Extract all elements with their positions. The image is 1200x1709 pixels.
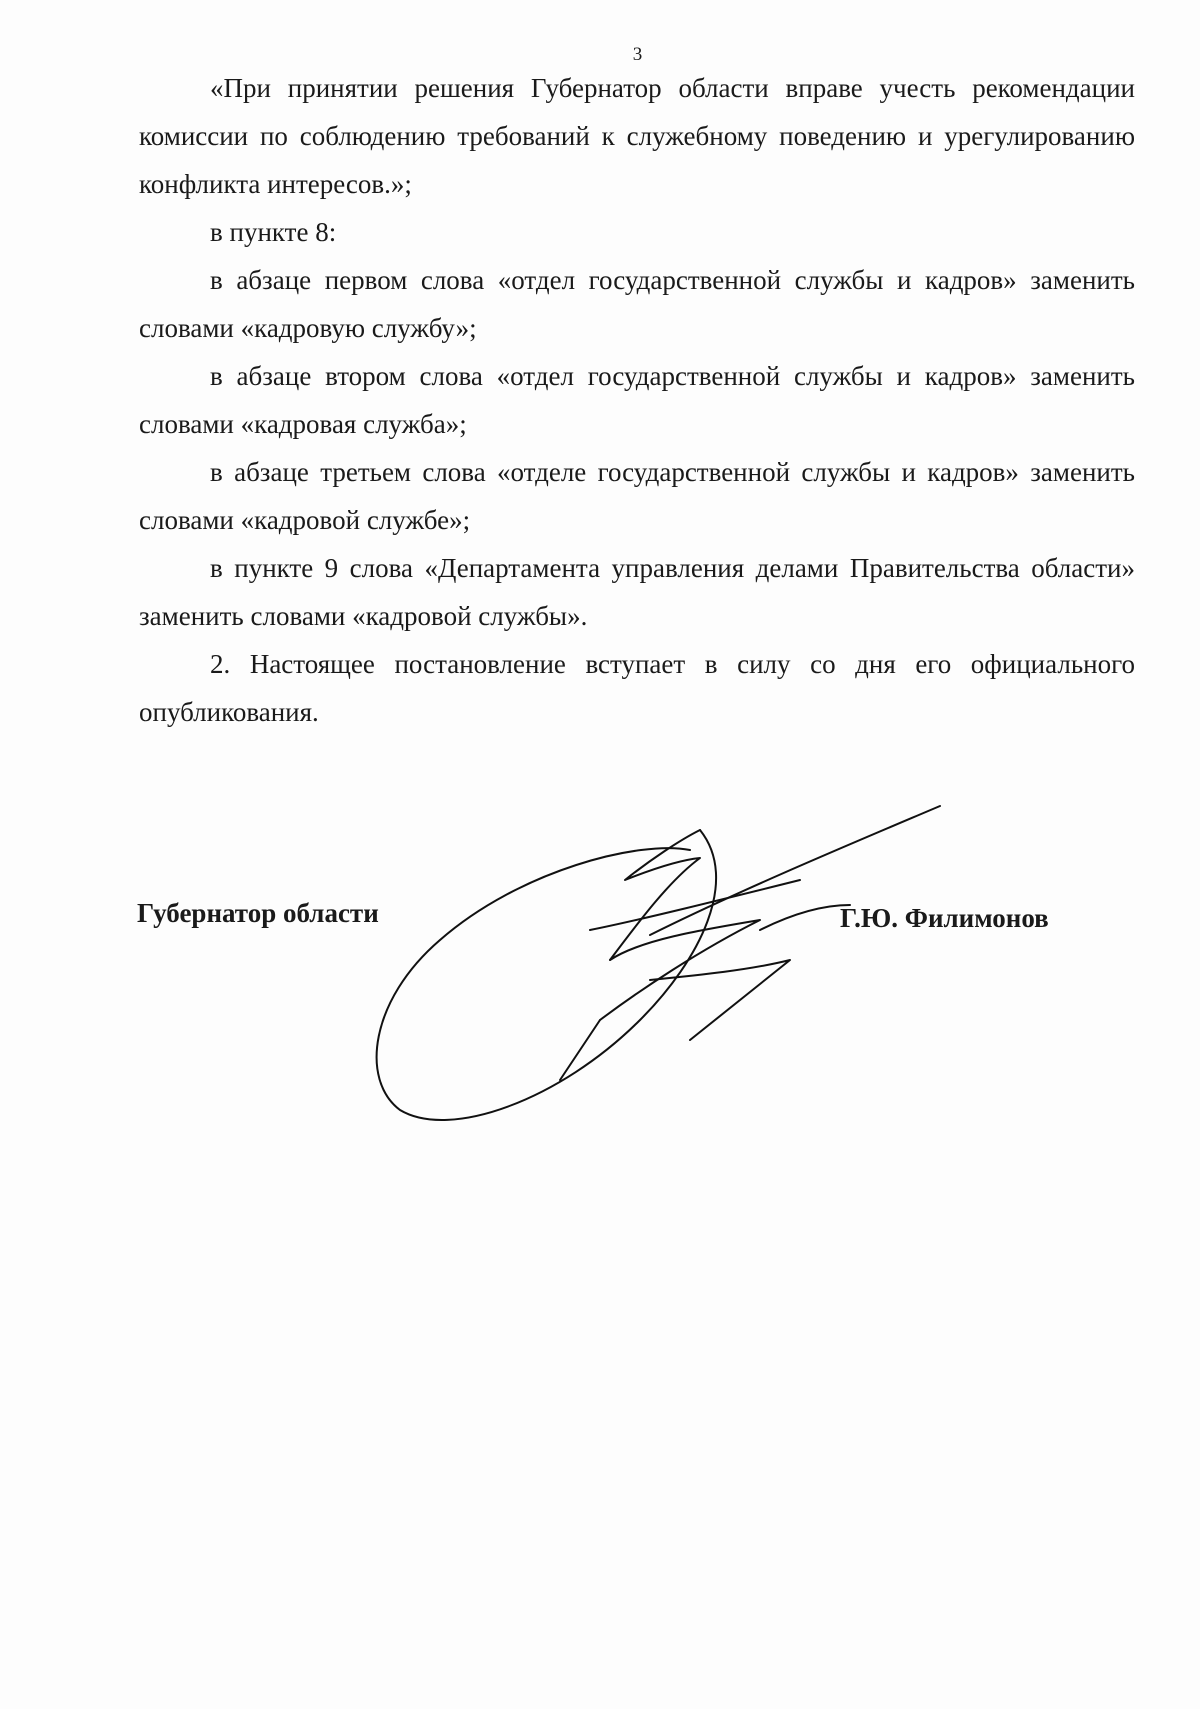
page-number: 3 [632, 44, 643, 65]
paragraph-quote-governor-decision: «При принятии решения Губернатор области вправе учесть рекомендации комиссии по соблюдению требований к служебному поведению и урегулированию конфликта интересов.»; [139, 73, 1135, 199]
signatory-position: Губернатор области [137, 898, 379, 928]
paragraph-second-subparagraph: в абзаце втором слова «отдел государственной службы и кадров» заменить словами «кадровая служба»; [139, 361, 1135, 439]
paragraph-third-subparagraph: в абзаце третьем слова «отделе государственной службы и кадров» заменить словами «кадровой службе»; [139, 457, 1135, 535]
paragraph-first-subparagraph: в абзаце первом слова «отдел государственной службы и кадров» заменить словами «кадровую службу»; [139, 265, 1135, 343]
document-body [139, 64, 1135, 736]
paragraph-point-8: в пункте 8: [210, 217, 337, 247]
signatory-name: Г.Ю. Филимонов [840, 903, 1049, 933]
paragraph-effective-date: 2. Настоящее постановление вступает в силу со дня его официального опубликования. [139, 649, 1135, 727]
paragraph-point-9: в пункте 9 слова «Департамента управления делами Правительства области» заменить словами «кадровой службы». [139, 553, 1135, 631]
